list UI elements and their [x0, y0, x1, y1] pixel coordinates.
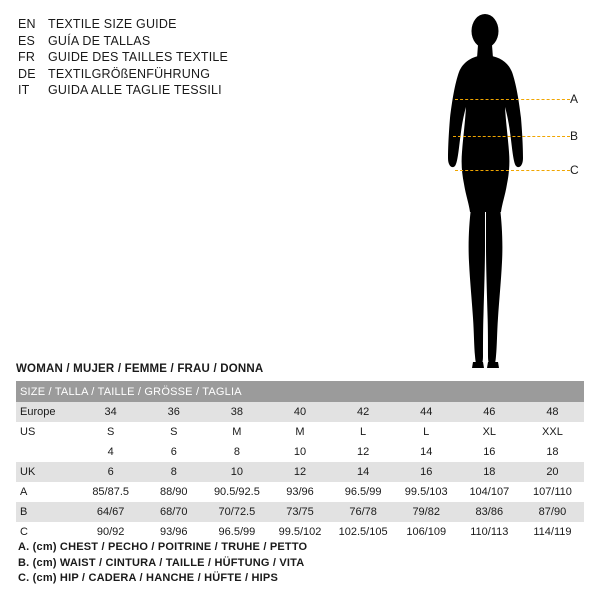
cell: S [79, 422, 142, 442]
cell: 12 [268, 462, 331, 482]
title-lang-it: IT [18, 83, 30, 97]
cell: 16 [395, 462, 458, 482]
cell: 6 [79, 462, 142, 482]
row-label: B [16, 502, 79, 522]
cell: 102.5/105 [332, 522, 395, 542]
measure-label-c: C [570, 163, 579, 177]
cell: 90.5/92.5 [205, 482, 268, 502]
cell: 18 [521, 442, 584, 462]
cell: 99.5/103 [395, 482, 458, 502]
title-text-de: TEXTILGRÖßENFÜHRUNG [48, 66, 211, 81]
cell: 20 [521, 462, 584, 482]
female-silhouette-icon [400, 6, 600, 381]
cell: 83/86 [458, 502, 521, 522]
cell: 12 [332, 442, 395, 462]
cell: 36 [142, 402, 205, 422]
cell: 42 [332, 402, 395, 422]
measure-line-c [455, 170, 570, 171]
row-label [16, 442, 79, 462]
cell: 14 [395, 442, 458, 462]
cell: 48 [521, 402, 584, 422]
title-text-es: GUÍA DE TALLAS [48, 33, 151, 48]
row-label: US [16, 422, 79, 442]
size-table [16, 381, 584, 542]
cell: 10 [268, 442, 331, 462]
table-row [16, 522, 584, 542]
cell: 40 [268, 402, 331, 422]
title-row-es [18, 33, 348, 50]
cell: 4 [79, 442, 142, 462]
table-row [16, 422, 584, 442]
cell: S [142, 422, 205, 442]
cell: 16 [458, 442, 521, 462]
row-label: UK [16, 462, 79, 482]
title-lang-es: ES [18, 33, 36, 48]
cell: M [268, 422, 331, 442]
measure-line-a [455, 99, 570, 100]
cell: 93/96 [142, 522, 205, 542]
title-row-fr [18, 49, 348, 66]
title-text-en: TEXTILE SIZE GUIDE [48, 17, 177, 31]
cell: 44 [395, 402, 458, 422]
cell: 14 [332, 462, 395, 482]
cell: 38 [205, 402, 268, 422]
cell: 73/75 [268, 502, 331, 522]
cell: XXL [521, 422, 584, 442]
title-block [18, 16, 348, 99]
cell: 10 [205, 462, 268, 482]
cell: 79/82 [395, 502, 458, 522]
cell: 85/87.5 [79, 482, 142, 502]
legend-block [18, 540, 582, 587]
cell: 46 [458, 402, 521, 422]
cell: 8 [142, 462, 205, 482]
cell: 93/96 [268, 482, 331, 502]
cell: 90/92 [79, 522, 142, 542]
title-text-it: GUIDA ALLE TAGLIE TESSILI [48, 83, 222, 97]
cell: 110/113 [458, 522, 521, 542]
title-lang-en: EN [18, 17, 36, 31]
table-row [16, 482, 584, 502]
row-label: C [16, 522, 79, 542]
cell: 88/90 [142, 482, 205, 502]
cell: 6 [142, 442, 205, 462]
cell: 64/67 [79, 502, 142, 522]
measure-label-a: A [570, 92, 579, 106]
title-lang-de: DE [18, 66, 36, 81]
cell: 18 [458, 462, 521, 482]
measure-line-b [453, 136, 570, 137]
title-text-fr: GUIDE DES TAILLES TEXTILE [48, 50, 229, 64]
cell: 76/78 [332, 502, 395, 522]
cell: 87/90 [521, 502, 584, 522]
table-header-row [16, 381, 584, 402]
cell: 96.5/99 [332, 482, 395, 502]
gender-row: WOMAN / MUJER / FEMME / FRAU / DONNA [16, 363, 264, 375]
cell: 114/119 [521, 522, 584, 542]
cell: 8 [205, 442, 268, 462]
measure-label-b: B [570, 129, 579, 143]
legend-line-c: C. (cm) HIP / CADERA / HANCHE / HÜFTE / HIPS [18, 572, 278, 584]
cell: 99.5/102 [268, 522, 331, 542]
cell: 68/70 [142, 502, 205, 522]
row-label: Europe [16, 402, 79, 422]
cell: 106/109 [395, 522, 458, 542]
row-label: A [16, 482, 79, 502]
cell: 96.5/99 [205, 522, 268, 542]
title-row-de [18, 66, 348, 83]
title-lang-fr: FR [18, 50, 36, 64]
figure-area [400, 6, 600, 381]
legend-line-b: B. (cm) WAIST / CINTURA / TAILLE / HÜFTUNG / VITA [18, 556, 305, 569]
cell: L [395, 422, 458, 442]
cell: 104/107 [458, 482, 521, 502]
table-row [16, 402, 584, 422]
cell: 107/110 [521, 482, 584, 502]
cell: 34 [79, 402, 142, 422]
table-row [16, 502, 584, 522]
cell: XL [458, 422, 521, 442]
table-header-cell: SIZE / TALLA / TAILLE / GRÖSSE / TAGLIA [16, 381, 584, 402]
cell: 70/72.5 [205, 502, 268, 522]
title-row-it [18, 82, 348, 99]
table-row [16, 442, 584, 462]
title-row-en [18, 16, 348, 33]
legend-line-a: A. (cm) CHEST / PECHO / POITRINE / TRUHE / PETTO [18, 541, 308, 553]
cell: L [332, 422, 395, 442]
table-row [16, 462, 584, 482]
cell: M [205, 422, 268, 442]
